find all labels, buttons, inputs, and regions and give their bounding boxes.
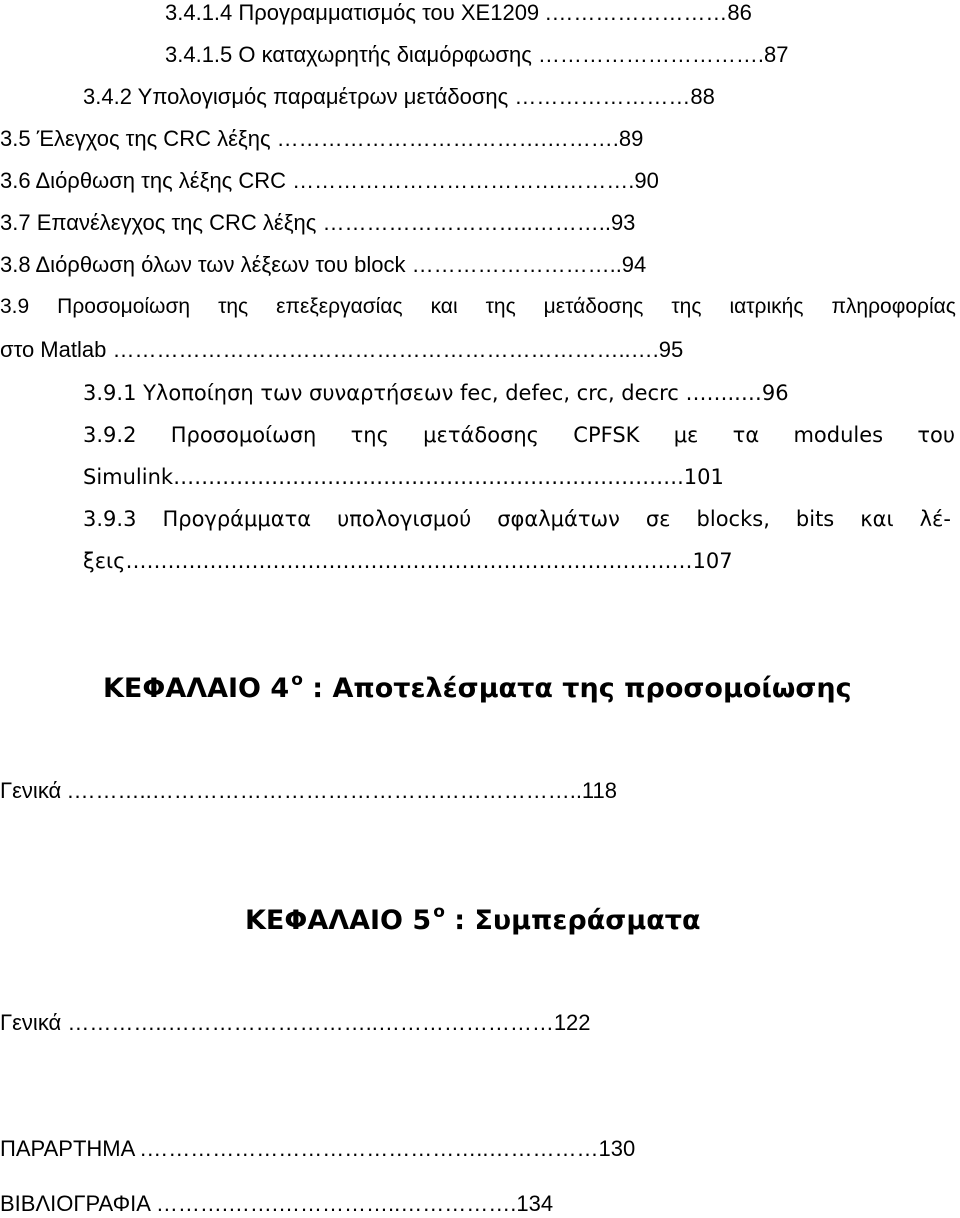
toc-entry-3-9-2-line1 xyxy=(83,421,955,449)
toc-entry-3-9-line2: στο Matlab ……………………………………………………………..….95 xyxy=(0,337,684,362)
toc-entry-3-9-line1 xyxy=(0,293,956,321)
chapter-5-heading-sup: ο xyxy=(433,902,445,922)
word: επεξεργασίας xyxy=(276,295,403,318)
word: και xyxy=(430,295,458,318)
toc-entry-3-9-3-line2: ξεις………………………………………………………………………107 xyxy=(83,549,733,573)
word: του xyxy=(917,423,955,447)
chapter-4-heading xyxy=(103,672,852,706)
word: μετάδοσης xyxy=(543,295,644,318)
word: σφαλμάτων xyxy=(497,507,620,531)
chapter-5-heading xyxy=(245,904,701,938)
word: modules xyxy=(793,423,884,447)
chapter-4-heading-prefix: ΚΕΦΑΛΑΙΟ 4 xyxy=(103,673,290,704)
toc-entry-3-4-1-4: 3.4.1.4 Προγραμματισμός του ΧΕ1209 .……………………86 xyxy=(165,0,752,25)
word: με xyxy=(673,423,699,447)
word: μετάδοσης xyxy=(423,423,540,447)
toc-entry-3-6: 3.6 Διόρθωση της λέξης CRC ……………………………….……….90 xyxy=(0,168,659,193)
toc-entry-3-4-2: 3.4.2 Υπολογισμός παραμέτρων μετάδοσης ……………………88 xyxy=(83,84,715,109)
word: Προσομοίωση xyxy=(57,295,191,318)
word: blocks, xyxy=(696,507,770,531)
toc-entry-3-5: 3.5 Έλεγχος της CRC λέξης ……………………………….……….89 xyxy=(0,126,644,151)
word: πληροφορίας xyxy=(831,295,956,318)
chapter-5-general-entry: Γενικά …………..………………………..……………………122 xyxy=(0,1010,591,1035)
toc-entry-3-9-1: 3.9.1 Υλοποίηση των συναρτήσεων fec, defec, crc, decrc ……..…96 xyxy=(83,381,789,405)
word: ιατρικής xyxy=(729,295,804,318)
toc-entry-3-4-1-5: 3.4.1.5 Ο καταχωρητής διαμόρφωσης ………………………….87 xyxy=(165,42,789,67)
chapter-5-heading-prefix: ΚΕΦΑΛΑΙΟ 5 xyxy=(245,905,432,936)
word: λέ- xyxy=(919,507,951,531)
word: CPFSK xyxy=(573,423,640,447)
toc-entry-3-8: 3.8 Διόρθωση όλων των λέξεων του block ………………………..94 xyxy=(0,252,647,277)
appendix-entry: ΠΑΡΑΡΤΗΜΑ .………………………………………..……………130 xyxy=(0,1136,636,1161)
word: της xyxy=(671,295,702,318)
word: τα xyxy=(732,423,760,447)
word: 3.9.2 xyxy=(83,423,137,447)
toc-entry-3-9-2-line2: Simulink……………………………………………………………….101 xyxy=(83,465,724,489)
bibliography-entry: ΒΙΒΛΙΟΓΡΑΦΙΑ ……….…….……………..…………….134 xyxy=(0,1191,554,1216)
word: bits xyxy=(795,507,835,531)
toc-entry-3-9-3-line1 xyxy=(83,505,951,533)
chapter-4-heading-sup: ο xyxy=(291,670,303,690)
word: 3.9 xyxy=(0,295,30,318)
chapter-4-heading-suffix: : Αποτελέσματα της προσομοίωσης xyxy=(302,673,852,704)
word: 3.9.3 xyxy=(83,507,137,531)
toc-entry-3-7: 3.7 Επανέλεγχος της CRC λέξης ………………………..………..93 xyxy=(0,210,636,235)
word: Προγράμματα xyxy=(162,507,312,531)
word: της xyxy=(218,295,249,318)
word: και xyxy=(860,507,894,531)
word: υπολογισμού xyxy=(337,507,472,531)
chapter-5-heading-suffix: : Συμπεράσματα xyxy=(444,905,701,936)
word: σε xyxy=(645,507,671,531)
word: της xyxy=(350,423,389,447)
word: της xyxy=(485,295,516,318)
chapter-4-general-entry: Γενικά .………..…………………………………………………..118 xyxy=(0,778,618,803)
word: Προσομοίωση xyxy=(170,423,317,447)
